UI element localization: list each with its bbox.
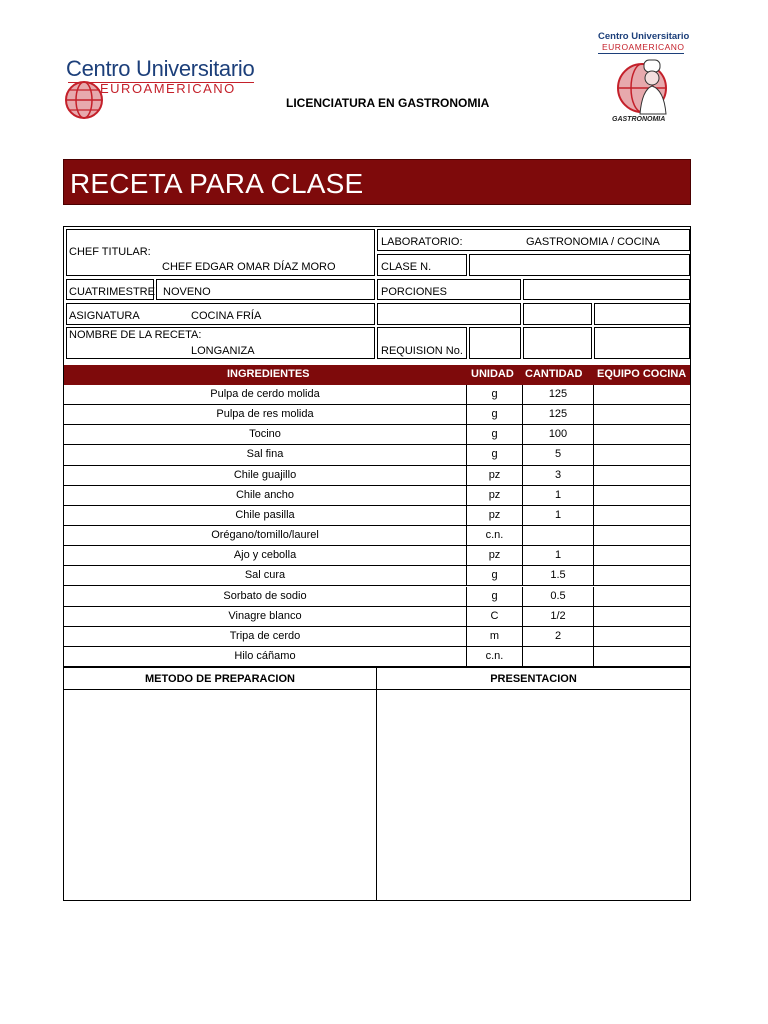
cuatrimestre-label: CUATRIMESTRE [69, 286, 155, 298]
equipment-cell[interactable] [593, 385, 690, 404]
quantity-cell: 1 [522, 486, 593, 505]
unit-cell: pz [466, 486, 522, 505]
receta-value: LONGANIZA [191, 345, 255, 357]
title-banner [63, 159, 691, 205]
logo-text-tertiary: GASTRONOMIA [612, 116, 666, 123]
table-row [64, 385, 690, 405]
table-row [64, 445, 690, 465]
equipment-cell[interactable] [593, 526, 690, 545]
unit-cell: C [466, 607, 522, 626]
col-header-unidad: UNIDAD [471, 368, 514, 380]
asignatura-label: ASIGNATURA [69, 310, 140, 322]
equipment-cell[interactable] [593, 486, 690, 505]
empty-field[interactable] [594, 327, 690, 359]
porciones-value-field[interactable] [523, 279, 690, 300]
ingredient-cell: Chile ancho [235, 488, 295, 501]
equipment-cell[interactable] [593, 405, 690, 424]
quantity-cell: 2 [522, 627, 593, 646]
col-header-cantidad: CANTIDAD [525, 368, 583, 380]
quantity-cell: 1/2 [522, 607, 593, 626]
unit-cell: g [466, 566, 522, 585]
ingredient-cell: Sal cura [244, 569, 286, 582]
table-row [64, 627, 690, 647]
program-title: LICENCIATURA EN GASTRONOMIA [286, 96, 490, 110]
equipment-cell[interactable] [593, 466, 690, 485]
unit-cell: m [466, 627, 522, 646]
quantity-cell: 100 [522, 425, 593, 444]
quantity-cell: 1 [522, 506, 593, 525]
cuatrimestre-value: NOVENO [163, 286, 211, 298]
ingredient-cell: Sal fina [246, 448, 284, 461]
table-row [64, 607, 690, 627]
unit-cell: pz [466, 546, 522, 565]
porciones-label: PORCIONES [381, 286, 448, 298]
logo-text-secondary: EUROAMERICANO [100, 81, 236, 96]
table-row [64, 486, 690, 506]
gastronomy-logo-right [594, 30, 690, 130]
empty-field[interactable] [594, 303, 690, 325]
receta-label: NOMBRE DE LA RECETA: [69, 329, 202, 341]
logo-text-secondary: EUROAMERICANO [602, 42, 685, 52]
unit-cell: pz [466, 506, 522, 525]
metodo-heading: METODO DE PREPARACION [145, 673, 295, 685]
logo-text-primary: Centro Universitario [598, 31, 690, 42]
chef-label: CHEF TITULAR: [69, 246, 151, 258]
col-header-ingredientes: INGREDIENTES [227, 368, 310, 380]
ingredient-cell: Ajo y cebolla [233, 549, 297, 562]
chef-globe-icon [608, 56, 676, 118]
unit-cell: g [466, 587, 522, 606]
table-row [64, 587, 690, 607]
quantity-cell: 1.5 [522, 566, 593, 585]
clase-value-field[interactable] [469, 254, 690, 276]
equipment-cell[interactable] [593, 445, 690, 464]
ingredient-cell: Hilo cáñamo [234, 649, 296, 662]
table-row [64, 405, 690, 425]
quantity-cell: 5 [522, 445, 593, 464]
chef-value: CHEF EDGAR OMAR DÍAZ MORO [162, 261, 336, 273]
table-row [64, 466, 690, 486]
quantity-cell: 125 [522, 405, 593, 424]
lab-label: LABORATORIO: [381, 236, 463, 248]
unit-cell: c.n. [466, 526, 522, 545]
quantity-cell: 125 [522, 385, 593, 404]
ingredient-cell: Chile pasilla [235, 508, 295, 521]
equipment-cell[interactable] [593, 546, 690, 565]
logo-divider [598, 53, 684, 54]
metodo-textarea[interactable] [64, 690, 376, 900]
quantity-cell: 1 [522, 546, 593, 565]
ingredient-cell: Chile guajillo [233, 468, 297, 481]
table-row [64, 526, 690, 546]
requision-value-field[interactable] [469, 327, 521, 359]
table-row [64, 546, 690, 566]
empty-field[interactable] [523, 303, 592, 325]
unit-cell: g [466, 405, 522, 424]
table-row [64, 647, 690, 667]
ingredient-cell: Pulpa de res molida [216, 408, 314, 421]
equipment-cell[interactable] [593, 506, 690, 525]
equipment-cell[interactable] [593, 627, 690, 646]
table-row [64, 425, 690, 445]
asignatura-value: COCINA FRÍA [191, 310, 262, 322]
requision-label: REQUISION No. [381, 345, 463, 357]
equipment-cell[interactable] [593, 425, 690, 444]
presentacion-textarea[interactable] [377, 690, 690, 900]
unit-cell: g [466, 445, 522, 464]
ingredient-cell: Pulpa de cerdo molida [210, 388, 320, 400]
ingredient-cell: Orégano/tomillo/laurel [211, 529, 319, 542]
empty-field[interactable] [377, 303, 521, 325]
divider [64, 667, 690, 668]
lab-value: GASTRONOMIA / COCINA [526, 236, 660, 248]
ingredient-cell: Tripa de cerdo [229, 629, 301, 642]
ingredient-cell: Sorbato de sodio [223, 589, 307, 602]
quantity-cell: 0.5 [522, 587, 593, 606]
unit-cell: g [466, 385, 522, 404]
page-title: RECETA PARA CLASE [70, 168, 364, 199]
empty-field[interactable] [523, 327, 592, 359]
col-header-equipo: EQUIPO COCINA [597, 368, 687, 380]
ingredient-cell: Vinagre blanco [228, 609, 302, 622]
institution-logo-left [60, 54, 256, 126]
quantity-cell [522, 526, 593, 545]
presentacion-heading: PRESENTACION [490, 673, 577, 685]
clase-label: CLASE N. [381, 261, 432, 273]
recipe-form [63, 226, 691, 901]
logo-text-primary: Centro Universitario [66, 56, 255, 81]
table-row [64, 506, 690, 526]
unit-cell: pz [466, 466, 522, 485]
quantity-cell [522, 647, 593, 666]
equipment-cell[interactable] [593, 647, 690, 666]
quantity-cell: 3 [522, 466, 593, 485]
equipment-cell[interactable] [593, 587, 690, 606]
unit-cell: c.n. [466, 647, 522, 666]
ingredient-cell: Tocino [249, 428, 281, 441]
table-row [64, 566, 690, 586]
equipment-cell[interactable] [593, 607, 690, 626]
unit-cell: g [466, 425, 522, 444]
equipment-cell[interactable] [593, 566, 690, 585]
